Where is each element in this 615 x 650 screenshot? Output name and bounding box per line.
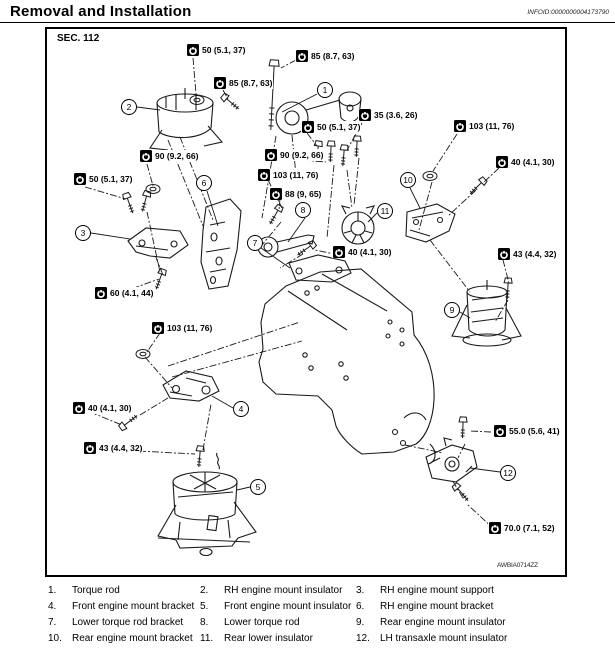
torque-callout [358,109,418,121]
infoid-label: INFOID:0000000004173790 [527,9,609,16]
torque-wrench-icon [270,188,282,200]
torque-value: 103 (11, 76) [167,323,213,333]
torque-wrench-icon [258,169,270,181]
legend-item-number: 3. [356,585,365,596]
torque-value: 85 (8.7, 63) [229,78,273,88]
torque-callout [139,150,199,162]
torque-value: 50 (5.1, 37) [202,45,246,55]
torque-callout [186,44,246,56]
torque-value: 60 (4.1, 44) [110,288,154,298]
legend-item-number: 6. [356,601,365,612]
legend-item-label: Front engine mount bracket [72,601,195,612]
torque-value: 50 (5.1, 37) [89,174,133,184]
torque-wrench-icon [152,322,164,334]
legend-item-label: Lower torque rod bracket [72,617,184,628]
torque-wrench-icon [187,44,199,56]
torque-callout [94,287,154,299]
part-callout-10: 10 [400,172,416,188]
part-callout-12: 12 [500,465,516,481]
torque-value: 43 (4.4, 32) [99,443,143,453]
torque-callout [213,77,273,89]
part-callout-11: 11 [377,203,393,219]
torque-wrench-icon [214,77,226,89]
legend-item-label: RH engine mount bracket [380,601,494,612]
torque-value: 88 (9, 65) [285,189,322,199]
legend-item-number: 8. [200,617,209,628]
torque-callout [269,188,322,200]
legend-item-number: 4. [48,601,57,612]
torque-wrench-icon [454,120,466,132]
legend-item-number: 5. [200,601,209,612]
torque-wrench-icon [333,246,345,258]
legend-item-number: 12. [356,633,370,644]
legend-item-label: Front engine mount insulator [224,601,352,612]
part-callout-8: 8 [295,202,311,218]
torque-wrench-icon [302,121,314,133]
torque-value: 50 (5.1, 37) [317,122,361,132]
part-callout-7: 7 [247,235,263,251]
part-callout-1: 1 [317,82,333,98]
torque-value: 70.0 (7.1, 52) [504,523,555,533]
legend-item-number: 11. [200,633,214,644]
torque-callout [83,442,143,454]
torque-wrench-icon [496,156,508,168]
legend-item-number: 1. [48,585,57,596]
torque-value: 90 (9.2, 66) [280,150,324,160]
torque-value: 40 (4.1, 30) [511,157,555,167]
parts-legend [48,585,565,644]
legend-item-label: LH transaxle mount insulator [380,633,508,644]
torque-callout [257,169,319,181]
legend-item-label: Torque rod [72,585,120,596]
torque-callout [493,425,561,437]
torque-callout [264,149,324,161]
legend-item-number: 7. [48,617,57,628]
torque-callout [151,322,213,334]
legend-item-label: RH engine mount insulator [224,585,343,596]
torque-value: 40 (4.1, 30) [348,247,392,257]
legend-item-label: RH engine mount support [380,585,494,596]
torque-wrench-icon [73,402,85,414]
torque-value: 90 (9.2, 66) [155,151,199,161]
torque-value: 35 (3.6, 26) [374,110,418,120]
legend-item-label: Rear engine mount insulator [380,617,506,628]
torque-callout [497,248,557,260]
legend-item-number: 2. [200,585,209,596]
torque-wrench-icon [95,287,107,299]
part-callout-4: 4 [233,401,249,417]
torque-value: 103 (11, 76) [273,170,319,180]
torque-wrench-icon [296,50,308,62]
torque-callout [453,120,515,132]
section-label: SEC. 112 [57,33,100,44]
part-callout-2: 2 [121,99,137,115]
torque-value: 43 (4.4, 32) [513,249,557,259]
torque-callout [495,156,555,168]
torque-callout [488,522,556,534]
page-title: Removal and Installation [10,3,192,20]
torque-wrench-icon [489,522,501,534]
torque-callout [295,50,355,62]
torque-value: 40 (4.1, 30) [88,403,132,413]
part-callout-6: 6 [196,175,212,191]
torque-wrench-icon [494,425,506,437]
legend-item-label: Rear lower insulator [224,633,313,644]
torque-wrench-icon [265,149,277,161]
part-callout-3: 3 [75,225,91,241]
torque-wrench-icon [140,150,152,162]
legend-item-number: 9. [356,617,365,628]
figure-code: AWBIA0714ZZ [497,562,538,569]
torque-callout [72,402,132,414]
torque-wrench-icon [359,109,371,121]
torque-value: 103 (11, 76) [469,121,515,131]
torque-wrench-icon [84,442,96,454]
torque-wrench-icon [74,173,86,185]
part-callout-9: 9 [444,302,460,318]
torque-callout [301,121,361,133]
legend-item-number: 10. [48,633,62,644]
legend-item-label: Rear engine mount bracket [72,633,193,644]
legend-item-label: Lower torque rod [224,617,300,628]
torque-callout [73,173,133,185]
torque-callout [332,246,392,258]
torque-value: 55.0 (5.6, 41) [509,426,560,436]
torque-wrench-icon [498,248,510,260]
torque-value: 85 (8.7, 63) [311,51,355,61]
part-callout-5: 5 [250,479,266,495]
